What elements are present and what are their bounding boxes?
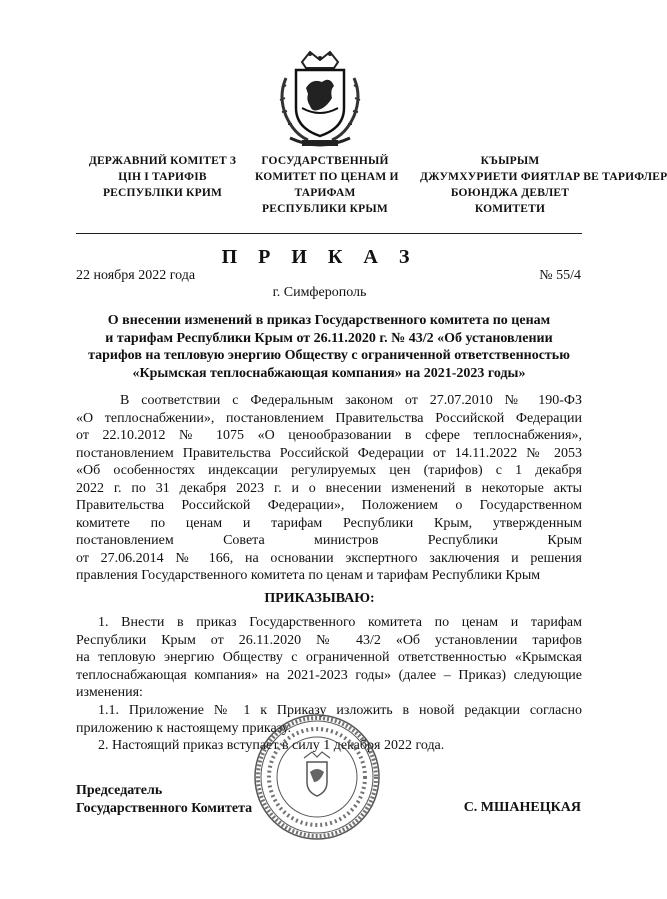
- preamble-line: 2022 г. по 31 декабря 2023 г. и о внесении изменений в некоторые акты: [76, 480, 582, 496]
- item-1-1-line: приложению к настоящему приказу.: [76, 720, 292, 736]
- preamble-line: постановлением Совета министров Республики Крым: [76, 533, 582, 548]
- document-number: № 55/4: [539, 268, 581, 283]
- header-left-line: РЕСПУБЛІКИ КРИМ: [102, 187, 223, 199]
- header-ukrainian: [80, 153, 245, 201]
- decree-heading: ПРИКАЗЫВАЮ:: [264, 591, 375, 606]
- preamble-line: В соответствии с Федеральным законом от 27.07.2010 № 190-ФЗ: [120, 393, 582, 408]
- document-title: П Р И К А З: [221, 246, 418, 268]
- preamble-line: Правительства Российской Федерации», Положением о Государственном: [76, 498, 582, 513]
- header-left-line: ДЕРЖАВНИЙ КОМІТЕТ З: [88, 155, 237, 167]
- preamble-line: «О теплоснабжении», постановлением Правительства Российской Федерации: [76, 410, 582, 426]
- header-left-line: ЦІН І ТАРИФІВ: [118, 171, 207, 183]
- header-center-line: РЕСПУБЛИКИ КРЫМ: [262, 203, 388, 215]
- preamble-line: комитете по ценам и тарифам Республики Крым, утвержденным: [76, 515, 582, 531]
- preamble: [76, 392, 582, 585]
- header-crimean-tatar: [420, 153, 667, 217]
- preamble-line: правления Государственного комитета по ценам и тарифам Республики Крым: [76, 568, 541, 583]
- preamble-line: от 22.10.2012 № 1075 «О ценообразовании в сфере теплоснабжения»,: [76, 428, 582, 443]
- document-city: г. Симферополь: [272, 285, 367, 300]
- subject-line: и тарифам Республики Крым от 26.11.2020 г. № 43/2 «Об установлении: [105, 330, 553, 346]
- signatory-name: С. МШАНЕЦКАЯ: [463, 800, 581, 815]
- document-date: 22 ноября 2022 года: [76, 268, 196, 283]
- preamble-line: «Об особенностях индексации регулируемых цен (тарифов) с 1 декабря: [76, 463, 582, 478]
- item-1-line: теплоснабжающая компания» на 2021-2023 годы» (далее – Приказ) следующие: [76, 667, 582, 683]
- position-line-1: Председатель: [76, 783, 163, 798]
- item-1-1-line: 1.1. Приложение № 1 к Приказу изложить в новой редакции согласно: [98, 703, 582, 718]
- header-russian: [255, 153, 399, 217]
- item-1-line: Республики Крым от 26.11.2020 № 43/2 «Об установлении тарифов: [76, 632, 582, 648]
- item-1: [76, 614, 582, 702]
- subject-line: «Крымская теплоснабжающая компания» на 2021-2023 годы»: [132, 365, 526, 381]
- signatory-position: [76, 782, 252, 818]
- header-right-line: КОМИТЕТИ: [474, 203, 546, 215]
- item-1-line: изменения:: [76, 685, 143, 700]
- document-subject: [76, 312, 582, 382]
- item-1-line: на тепловую энергию Обществу с ограниченной ответственностью «Крымская: [76, 650, 582, 665]
- header-right-line: БОЮНДЖА ДЕВЛЕТ: [450, 187, 570, 199]
- subject-line: тарифов на тепловую энергию Обществу с ограниченной ответственностью: [88, 348, 570, 363]
- preamble-line: от 27.06.2014 № 166, на основании экспертного заключения и решения: [76, 550, 582, 566]
- header-center-line: ГОСУДАРСТВЕННЫЙ: [261, 155, 389, 167]
- item-2-line: 2. Настоящий приказ вступает в силу 1 декабря 2022 года.: [98, 738, 445, 753]
- crimea-coat-of-arms: [272, 48, 368, 152]
- item-1-line: 1. Внести в приказ Государственного комитета по ценам и тарифам: [98, 615, 582, 630]
- preamble-line: постановлением Правительства Российской Федерации от 14.11.2022 № 2053: [76, 445, 582, 461]
- position-line-2: Государственного Комитета: [76, 801, 253, 816]
- header-center-line: ТАРИФАМ: [294, 187, 356, 199]
- header-right-line: КЪЫРЫМ: [480, 155, 540, 167]
- official-seal: [252, 712, 382, 842]
- header-right-line: ДЖУМХУРИЕТИ ФИЯТЛАР ВЕ ТАРИФЛЕР: [420, 171, 667, 183]
- header-divider: [76, 233, 582, 234]
- header-center-line: КОМИТЕТ ПО ЦЕНАМ И: [255, 171, 399, 183]
- subject-line: О внесении изменений в приказ Государственного комитета по ценам: [107, 313, 551, 328]
